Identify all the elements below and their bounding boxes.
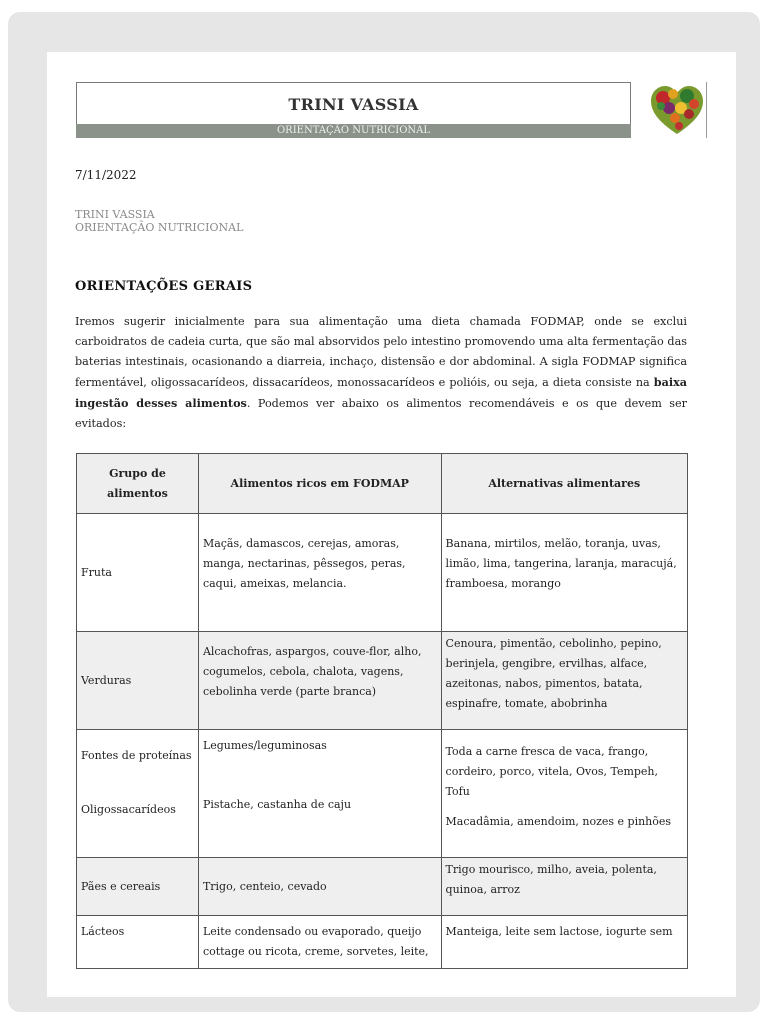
cell-alt: Trigo mourisco, milho, aveia, polenta, quinoa, arroz bbox=[441, 858, 687, 916]
header-divider bbox=[706, 82, 707, 138]
cell-group: Verduras bbox=[77, 632, 199, 730]
table-row bbox=[77, 916, 688, 969]
author-name: TRINI VASSIA bbox=[75, 208, 155, 221]
group-oligo: Oligossacarídeos bbox=[81, 803, 176, 816]
spacer bbox=[446, 802, 683, 812]
cell-group: Fruta bbox=[77, 514, 199, 632]
slide-frame bbox=[8, 12, 760, 1012]
header-group: Grupo de alimentos bbox=[77, 454, 199, 514]
document-date: 7/11/2022 bbox=[75, 168, 137, 182]
rich-oligo: Pistache, castanha de caju bbox=[202, 798, 352, 811]
cell-rich: Leite condensado ou evaporado, queijo cottage ou ricota, creme, sorvetes, leite, bbox=[198, 916, 441, 969]
header-title: TRINI VASSIA bbox=[288, 95, 419, 114]
author-role: ORIENTAÇÃO NUTRICIONAL bbox=[75, 221, 244, 234]
alt-proteins: Toda a carne fresca de vaca, frango, cordeiro, porco, vitela, Ovos, Tempeh, Tofu bbox=[445, 745, 659, 798]
fodmap-table bbox=[76, 453, 688, 969]
table-row bbox=[77, 858, 688, 916]
header-alt: Alternativas alimentares bbox=[441, 454, 687, 514]
cell-rich: Maçãs, damascos, cerejas, amoras, manga, nectarinas, pêssegos, peras, caqui, ameixas, melancia. bbox=[198, 514, 441, 632]
table-row bbox=[77, 514, 688, 632]
group-proteins: Fontes de proteínas bbox=[81, 749, 192, 762]
alt-oligo: Macadâmia, amendoim, nozes e pinhões bbox=[445, 815, 672, 828]
author-block bbox=[75, 208, 243, 234]
header-box bbox=[76, 82, 631, 125]
table-row bbox=[77, 632, 688, 730]
document-page bbox=[47, 52, 736, 997]
cell-rich bbox=[198, 730, 441, 858]
paragraph-text-end: . Podemos ver abaixo os alimentos recomendáveis e os que devem ser evitados: bbox=[75, 397, 687, 430]
paragraph-bold-text: baixa ingestão desses alimentos bbox=[75, 375, 687, 410]
table-header-row bbox=[77, 454, 688, 514]
cell-group bbox=[77, 730, 199, 858]
spacer bbox=[81, 766, 194, 800]
spacer bbox=[203, 756, 437, 795]
table-row bbox=[77, 730, 688, 858]
cell-alt: Banana, mirtilos, melão, toranja, uvas, limão, lima, tangerina, laranja, maracujá, framboesa, morango bbox=[441, 514, 687, 632]
fruit-heart-logo-icon bbox=[649, 84, 705, 136]
header-subtitle-band: ORIENTAÇÃO NUTRICIONAL bbox=[76, 124, 631, 138]
header-rich: Alimentos ricos em FODMAP bbox=[198, 454, 441, 514]
cell-alt bbox=[441, 730, 687, 858]
cell-rich: Alcachofras, aspargos, couve-flor, alho, cogumelos, cebola, chalota, vagens, cebolinha verde (parte branca) bbox=[198, 632, 441, 730]
rich-proteins: Legumes/leguminosas bbox=[202, 739, 327, 752]
cell-group: Pães e cereais bbox=[77, 858, 199, 916]
cell-rich: Trigo, centeio, cevado bbox=[198, 858, 441, 916]
cell-alt: Manteiga, leite sem lactose, iogurte sem bbox=[441, 916, 687, 969]
paragraph-text-start: Iremos sugerir inicialmente para sua alimentação uma dieta chamada FODMAP, onde se exclui carboidratos de cadeia curta, que são mal absorvidos pelo intestino promovendo uma alta fermentação das baterias intestinais, ocasionando a diarreia, inchaço, distensão e dor abdominal. A sigla FODMAP significa fermentável, oligossacarídeos, dissacarídeos, monossacarídeos e polióis, ou seja, a dieta consiste na bbox=[75, 315, 687, 389]
cell-group: Lácteos bbox=[77, 916, 199, 969]
intro-paragraph bbox=[75, 312, 687, 434]
section-title: ORIENTAÇÕES GERAIS bbox=[75, 279, 253, 294]
cell-alt: Cenoura, pimentão, cebolinho, pepino, berinjela, gengibre, ervilhas, alface, azeitonas, nabos, pimentos, batata, espinafre, tomate, abobrinha bbox=[441, 632, 687, 730]
